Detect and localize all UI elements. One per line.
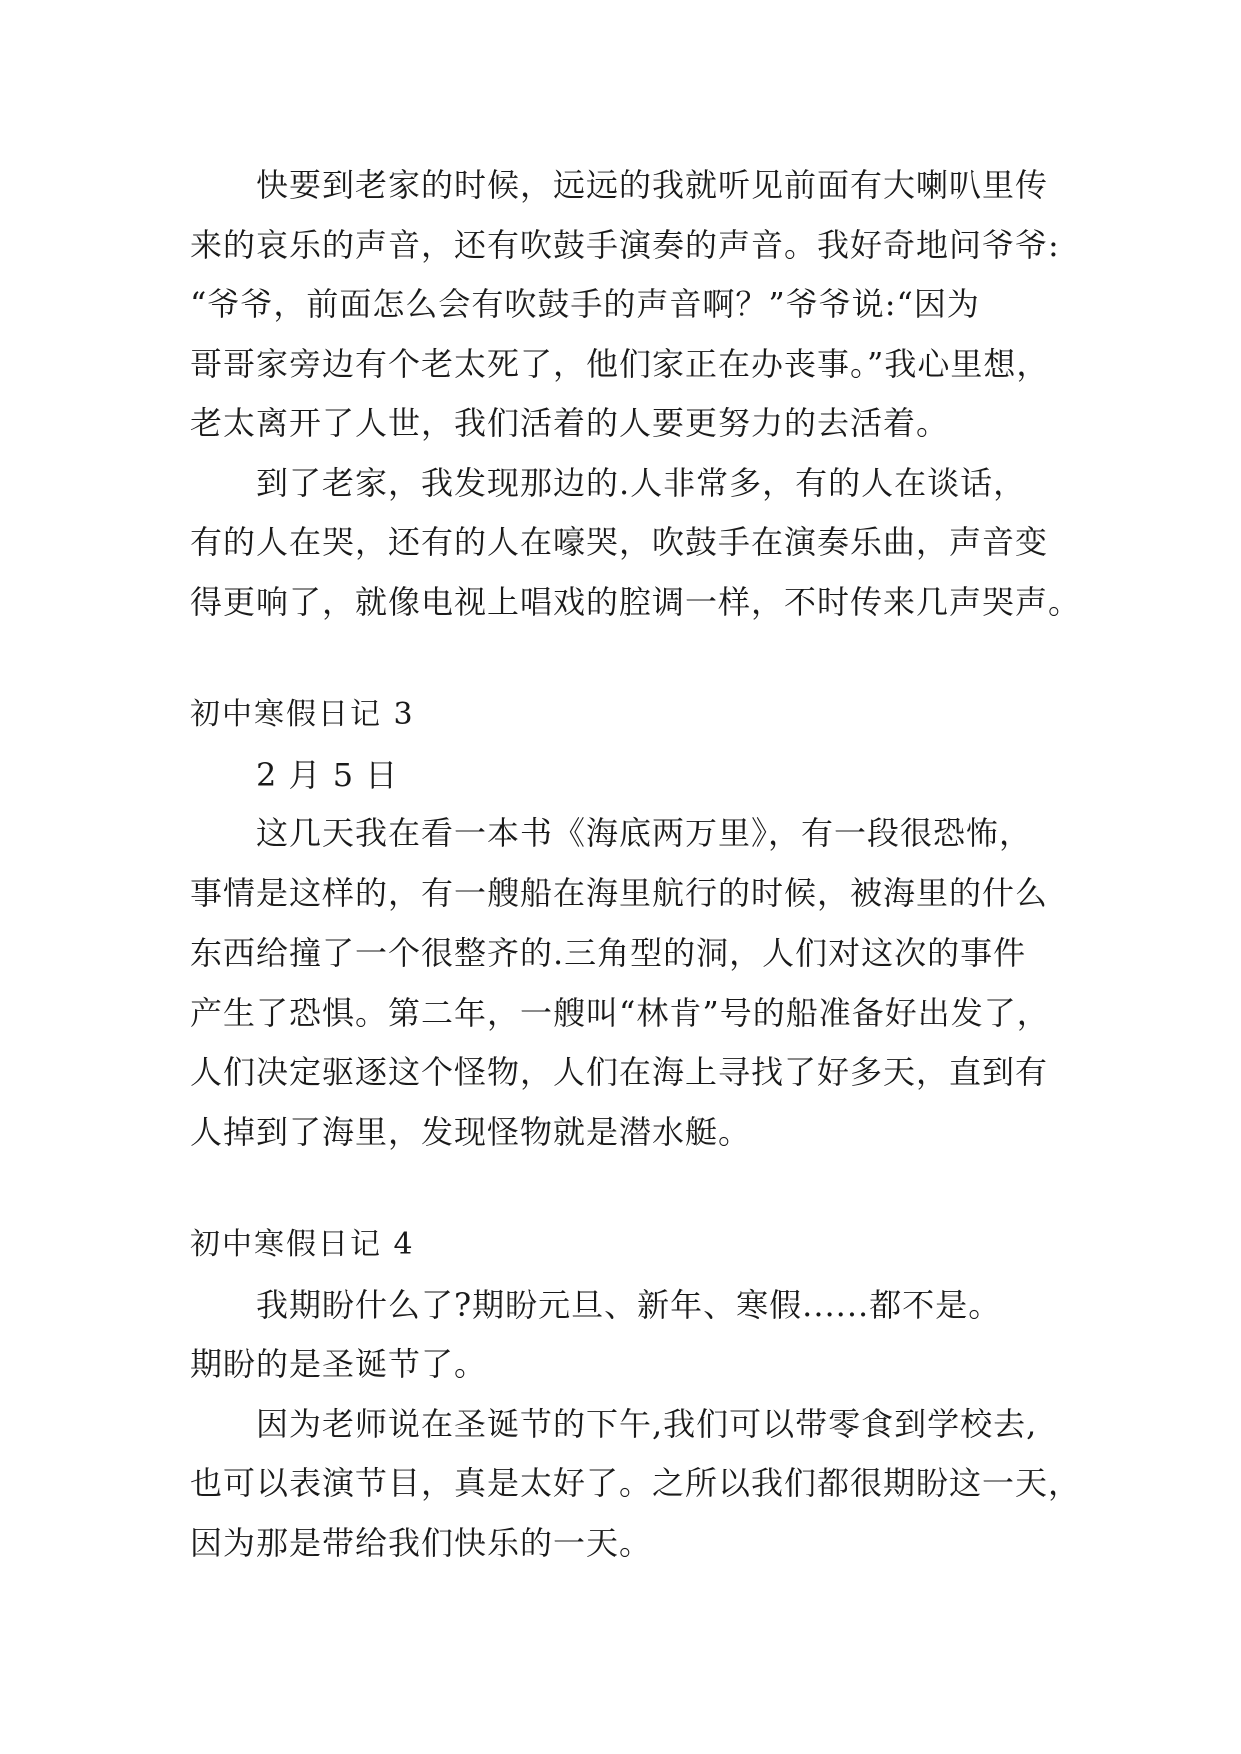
- paragraph-line: 东西给撞了一个很整齐的.三角型的洞，人们对这次的事件: [190, 934, 1027, 972]
- paragraph-line: 哥哥家旁边有个老太死了，他们家正在办丧事。”我心里想，: [190, 345, 1050, 383]
- paragraph-line: 因为老师说在圣诞节的下午,我们可以带零食到学校去,: [256, 1405, 1038, 1443]
- paragraph-line: 到了老家，我发现那边的.人非常多，有的人在谈话，: [256, 464, 1027, 502]
- paragraph-line: 这几天我在看一本书《海底两万里》，有一段很恐怖，: [256, 814, 1033, 852]
- section-title: 初中寒假日记 4: [190, 1227, 415, 1262]
- paragraph-line: 期盼的是圣诞节了。: [190, 1345, 488, 1383]
- paragraph-line: 我期盼什么了?期盼元旦、新年、寒假......都不是。: [256, 1286, 1002, 1324]
- paragraph-line: 人们决定驱逐这个怪物，人们在海上寻找了好多天，直到有: [190, 1053, 1049, 1091]
- diary-date: 2 月 5 日: [256, 756, 399, 794]
- paragraph-line: “爷爷，前面怎么会有吹鼓手的声音啊？”爷爷说:“因为: [190, 285, 980, 323]
- paragraph-line: 也可以表演节目，真是太好了。之所以我们都很期盼这一天，: [190, 1464, 1082, 1502]
- paragraph-line: 快要到老家的时候，远远的我就听见前面有大喇叭里传: [256, 166, 1049, 204]
- paragraph-line: 得更响了，就像电视上唱戏的腔调一样，不时传来几声哭声。: [190, 583, 1082, 621]
- paragraph-line: 因为那是带给我们快乐的一天。: [190, 1524, 653, 1562]
- paragraph-line: 产生了恐惧。第二年，一艘叫“林肯”号的船准备好出发了，: [190, 994, 1050, 1032]
- paragraph-line: 人掉到了海里，发现怪物就是潜水艇。: [190, 1113, 752, 1151]
- section-title: 初中寒假日记 3: [190, 697, 415, 732]
- paragraph-line: 来的哀乐的声音，还有吹鼓手演奏的声音。我好奇地问爷爷:: [190, 226, 1060, 264]
- paragraph-line: 有的人在哭，还有的人在嚎哭，吹鼓手在演奏乐曲，声音变: [190, 523, 1049, 561]
- paragraph-line: 事情是这样的，有一艘船在海里航行的时候，被海里的什么: [190, 874, 1049, 912]
- paragraph-line: 老太离开了人世，我们活着的人要更努力的去活着。: [190, 404, 950, 442]
